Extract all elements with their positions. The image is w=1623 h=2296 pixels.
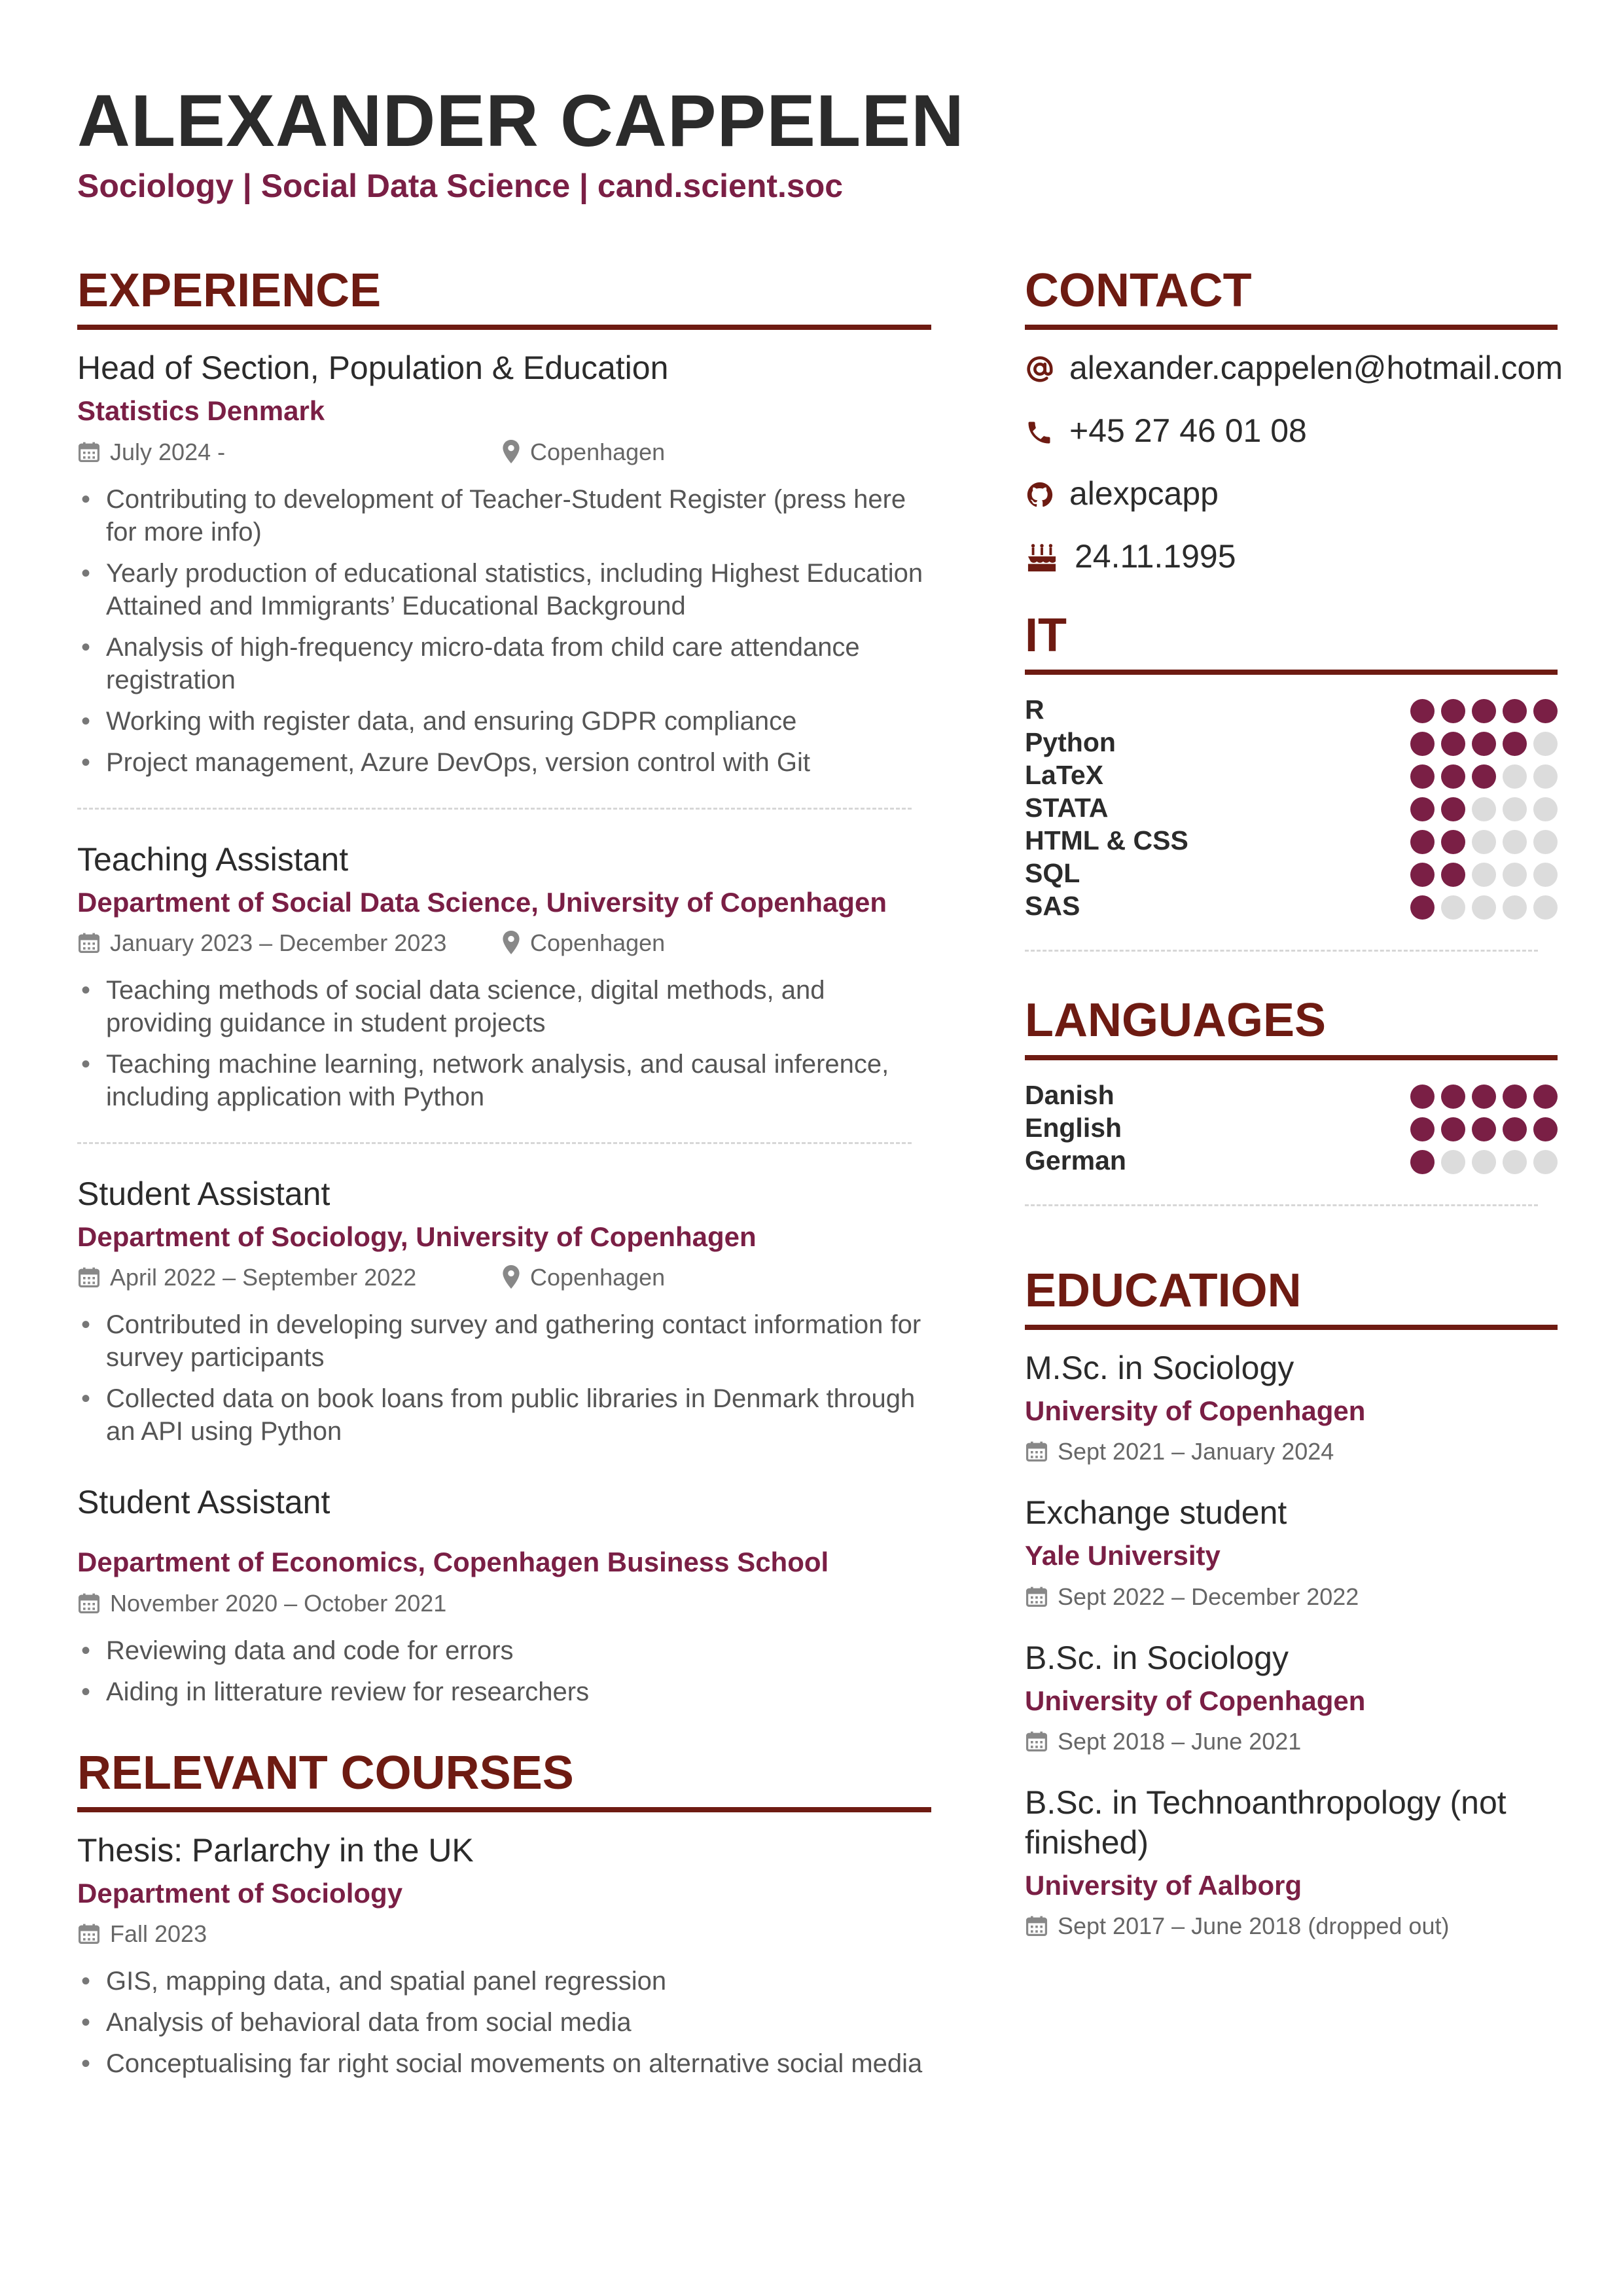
education-date-text: Sept 2021 – January 2024 <box>1058 1438 1334 1465</box>
rating-dot-empty <box>1533 895 1558 920</box>
at-icon <box>1025 353 1069 393</box>
languages-skill-name: Danish <box>1025 1079 1115 1110</box>
rating-dot-empty <box>1441 1150 1465 1174</box>
job-title: Student Assistant <box>77 1175 330 1212</box>
contact-email-text[interactable]: alexander.cappelen@hotmail.com <box>1069 350 1563 387</box>
section-divider <box>1025 670 1558 675</box>
job-organization: Department of Economics, Copenhagen Business School <box>77 1547 829 1578</box>
job-entry <box>77 1174 931 1448</box>
it-skill-rating <box>1410 699 1558 723</box>
education-degree: B.Sc. in Technoanthropology (not finished) <box>1025 1784 1507 1861</box>
rating-dot-filled <box>1441 797 1465 821</box>
rating-dot-filled <box>1472 699 1496 723</box>
right-column <box>1025 264 1563 1967</box>
contact-birthday <box>1025 537 1558 600</box>
contact-phone-text: +45 27 46 01 08 <box>1069 412 1307 450</box>
rating-dot-filled <box>1503 732 1527 756</box>
map-marker-icon <box>501 931 521 954</box>
job-location-text: Copenhagen <box>530 1264 666 1291</box>
languages-skill-name: English <box>1025 1112 1122 1143</box>
rating-dot-empty <box>1472 830 1496 854</box>
entry-separator <box>77 1142 912 1144</box>
it-skill-row <box>1025 791 1558 824</box>
section-title-languages: LANGUAGES <box>1025 994 1327 1047</box>
job-date <box>77 1263 416 1293</box>
map-marker-icon <box>501 440 521 463</box>
languages-skill-rating <box>1410 1150 1558 1174</box>
phone-icon <box>1025 416 1069 456</box>
education-institution: University of Aalborg <box>1025 1869 1302 1901</box>
section-end-separator <box>1025 950 1538 952</box>
it-skill-name: SQL <box>1025 858 1080 889</box>
course-title: Thesis: Parlarchy in the UK <box>77 1831 474 1869</box>
education-date-text: Sept 2022 – December 2022 <box>1058 1583 1359 1610</box>
rating-dot-filled <box>1410 764 1435 789</box>
section-title-contact: CONTACT <box>1025 264 1252 317</box>
rating-dot-empty <box>1441 895 1465 920</box>
rating-dot-empty <box>1503 764 1527 789</box>
job-title: Student Assistant <box>77 1484 330 1521</box>
rating-dot-empty <box>1533 1150 1558 1174</box>
job-entry <box>77 348 931 778</box>
bullet-item: • Analysis of high-frequency micro-data from child care attendance registration <box>77 631 931 696</box>
job-date-text: November 2020 – October 2021 <box>110 1589 447 1617</box>
languages-skill-rating <box>1410 1117 1558 1141</box>
job-title: Head of Section, Population & Education <box>77 350 669 387</box>
contact-birthday-text: 24.11.1995 <box>1075 538 1236 575</box>
job-location-text: Copenhagen <box>530 438 666 465</box>
rating-dot-filled <box>1410 797 1435 821</box>
it-skill-row <box>1025 759 1558 791</box>
rating-dot-filled <box>1410 895 1435 920</box>
languages-skill-row <box>1025 1144 1558 1177</box>
rating-dot-filled <box>1472 1117 1496 1141</box>
education-date <box>1025 1911 1558 1941</box>
experience-section <box>77 265 931 1708</box>
job-organization: Statistics Denmark <box>77 395 325 427</box>
job-bullets <box>77 1634 931 1708</box>
map-marker-icon <box>501 1265 521 1289</box>
contact-phone[interactable] <box>1025 411 1558 474</box>
rating-dot-filled <box>1410 1085 1435 1109</box>
rating-dot-filled <box>1441 863 1465 887</box>
courses-section <box>77 1748 931 2081</box>
job-meta <box>77 1588 931 1619</box>
course-meta <box>77 1919 931 1949</box>
rating-dot-filled <box>1503 1117 1527 1141</box>
rating-dot-filled <box>1533 1085 1558 1109</box>
bullet-item: • Analysis of behavioral data from social media <box>77 2006 931 2039</box>
contact-github[interactable] <box>1025 474 1558 537</box>
bullet-item: • Teaching machine learning, network analysis, and causal inference, including application with Python <box>77 1048 931 1113</box>
rating-dot-empty <box>1533 863 1558 887</box>
languages-section <box>1025 995 1558 1206</box>
languages-skill-row <box>1025 1111 1558 1144</box>
education-date-text: Sept 2017 – June 2018 (dropped out) <box>1058 1912 1450 1940</box>
education-institution: University of Copenhagen <box>1025 1395 1366 1426</box>
rating-dot-filled <box>1472 764 1496 789</box>
education-entry <box>1025 1348 1558 1467</box>
it-skill-row <box>1025 693 1558 726</box>
it-skill-rating <box>1410 764 1558 789</box>
entry-spacer <box>77 1456 931 1482</box>
education-date <box>1025 1582 1558 1612</box>
it-skill-row <box>1025 824 1558 857</box>
section-title-it: IT <box>1025 609 1067 662</box>
job-date-text: July 2024 - <box>110 438 226 465</box>
job-entry <box>77 840 931 1113</box>
it-section <box>1025 610 1558 952</box>
rating-dot-filled <box>1441 1085 1465 1109</box>
left-column <box>77 265 931 2089</box>
section-divider <box>1025 1325 1558 1330</box>
it-skill-row <box>1025 889 1558 922</box>
rating-dot-filled <box>1410 830 1435 854</box>
it-skill-row <box>1025 726 1558 759</box>
rating-dot-empty <box>1503 895 1527 920</box>
bullet-item: • Conceptualising far right social movements on alternative social media <box>77 2047 931 2080</box>
it-skill-name: SAS <box>1025 891 1080 922</box>
calendar-icon <box>77 1922 101 1945</box>
languages-skill-row <box>1025 1079 1558 1111</box>
bullet-item: • Reviewing data and code for errors <box>77 1634 931 1667</box>
education-entry <box>1025 1783 1558 1941</box>
rating-dot-filled <box>1441 732 1465 756</box>
calendar-icon <box>77 1591 101 1615</box>
github-icon <box>1025 479 1069 518</box>
rating-dot-filled <box>1533 1117 1558 1141</box>
education-degree: M.Sc. in Sociology <box>1025 1349 1294 1386</box>
job-date <box>77 437 225 467</box>
rating-dot-filled <box>1410 732 1435 756</box>
course-date-text: Fall 2023 <box>110 1920 207 1948</box>
course-entry <box>77 1831 931 2080</box>
calendar-icon <box>77 440 101 463</box>
it-skill-rating <box>1410 895 1558 920</box>
rating-dot-filled <box>1533 699 1558 723</box>
job-location <box>501 437 665 467</box>
it-skill-list <box>1025 693 1558 922</box>
education-date-text: Sept 2018 – June 2021 <box>1058 1727 1302 1755</box>
rating-dot-empty <box>1472 1150 1496 1174</box>
job-bullets <box>77 1308 931 1448</box>
it-skill-name: LaTeX <box>1025 760 1103 791</box>
job-location <box>501 928 665 958</box>
languages-skill-rating <box>1410 1085 1558 1109</box>
course-bullets <box>77 1965 931 2080</box>
job-location-text: Copenhagen <box>530 929 666 956</box>
section-divider <box>77 325 931 330</box>
course-organization: Department of Sociology <box>77 1877 403 1909</box>
job-date-text: April 2022 – September 2022 <box>110 1264 417 1291</box>
education-date <box>1025 1727 1558 1757</box>
course-date <box>77 1919 207 1949</box>
rating-dot-filled <box>1472 732 1496 756</box>
education-section <box>1025 1265 1558 1942</box>
rating-dot-filled <box>1472 1085 1496 1109</box>
bullet-item: • Working with register data, and ensuring GDPR compliance <box>77 705 931 738</box>
it-skill-name: HTML & CSS <box>1025 825 1188 856</box>
rating-dot-empty <box>1503 797 1527 821</box>
job-organization: Department of Sociology, University of Copenhagen <box>77 1221 757 1252</box>
job-organization: Department of Social Data Science, University of Copenhagen <box>77 886 887 918</box>
job-bullets <box>77 483 931 779</box>
section-end-separator <box>1025 1204 1538 1206</box>
it-skill-rating <box>1410 797 1558 821</box>
bullet-item: • GIS, mapping data, and spatial panel regression <box>77 1965 931 1998</box>
education-list <box>1025 1348 1558 1942</box>
it-skill-rating <box>1410 732 1558 756</box>
education-institution: University of Copenhagen <box>1025 1685 1366 1716</box>
section-title-courses: RELEVANT COURSES <box>77 1746 574 1799</box>
rating-dot-filled <box>1410 1117 1435 1141</box>
calendar-icon <box>77 1265 101 1289</box>
entry-separator <box>77 808 912 810</box>
rating-dot-empty <box>1503 830 1527 854</box>
it-skill-name: STATA <box>1025 793 1109 823</box>
contact-email[interactable] <box>1025 348 1563 411</box>
rating-dot-filled <box>1441 1117 1465 1141</box>
calendar-icon <box>1025 1439 1048 1463</box>
section-divider <box>1025 1055 1558 1060</box>
rating-dot-filled <box>1441 764 1465 789</box>
calendar-icon <box>1025 1729 1048 1753</box>
section-divider <box>1025 325 1558 330</box>
job-title: Teaching Assistant <box>77 840 349 878</box>
bullet-item: • Teaching methods of social data science, digital methods, and providing guidance in student projects <box>77 974 931 1039</box>
job-entry <box>77 1482 931 1708</box>
birthday-cake-icon <box>1025 542 1075 581</box>
rating-dot-filled <box>1441 830 1465 854</box>
rating-dot-filled <box>1410 1150 1435 1174</box>
rating-dot-empty <box>1472 863 1496 887</box>
job-date <box>77 928 446 958</box>
education-institution: Yale University <box>1025 1540 1221 1571</box>
rating-dot-empty <box>1472 797 1496 821</box>
bullet-item: • Aiding in litterature review for researchers <box>77 1676 931 1708</box>
candidate-name: ALEXANDER CAPPELEN <box>77 80 965 162</box>
rating-dot-empty <box>1533 732 1558 756</box>
rating-dot-filled <box>1410 699 1435 723</box>
section-divider <box>77 1807 931 1812</box>
bullet-item: • Contributed in developing survey and gathering contact information for survey participants <box>77 1308 931 1374</box>
it-skill-rating <box>1410 863 1558 887</box>
bullet-item: • Project management, Azure DevOps, version control with Git <box>77 746 931 779</box>
job-meta <box>77 928 931 958</box>
job-meta <box>77 437 931 467</box>
contact-section <box>1025 264 1563 600</box>
section-title-education: EDUCATION <box>1025 1264 1302 1317</box>
education-degree: Exchange student <box>1025 1494 1287 1532</box>
section-title-experience: EXPERIENCE <box>77 264 382 317</box>
it-skill-row <box>1025 857 1558 889</box>
bullet-item: • Contributing to development of Teacher-Student Register (press here for more info) <box>77 483 931 548</box>
job-meta <box>77 1263 931 1293</box>
education-entry <box>1025 1638 1558 1757</box>
job-bullets <box>77 974 931 1113</box>
rating-dot-empty <box>1503 863 1527 887</box>
language-skill-list <box>1025 1079 1558 1177</box>
calendar-icon <box>1025 1585 1048 1608</box>
it-skill-rating <box>1410 830 1558 854</box>
candidate-tagline: Sociology | Social Data Science | cand.scient.soc <box>77 168 844 204</box>
rating-dot-filled <box>1503 699 1527 723</box>
education-entry <box>1025 1493 1558 1611</box>
calendar-icon <box>1025 1914 1048 1937</box>
job-date <box>77 1588 446 1619</box>
rating-dot-filled <box>1441 699 1465 723</box>
rating-dot-empty <box>1533 764 1558 789</box>
rating-dot-empty <box>1533 797 1558 821</box>
it-skill-name: Python <box>1025 727 1116 758</box>
it-skill-name: R <box>1025 694 1044 725</box>
education-date <box>1025 1437 1558 1467</box>
rating-dot-filled <box>1410 863 1435 887</box>
bullet-item: • Yearly production of educational statistics, including Highest Education Attained and Immigrants’ Educational Background <box>77 557 931 622</box>
education-degree: B.Sc. in Sociology <box>1025 1639 1289 1676</box>
job-location <box>501 1263 665 1293</box>
job-date-text: January 2023 – December 2023 <box>110 929 447 956</box>
rating-dot-empty <box>1533 830 1558 854</box>
rating-dot-filled <box>1503 1085 1527 1109</box>
calendar-icon <box>77 931 101 954</box>
rating-dot-empty <box>1472 895 1496 920</box>
bullet-item: • Collected data on book loans from public libraries in Denmark through an API using Python <box>77 1382 931 1448</box>
languages-skill-name: German <box>1025 1145 1126 1175</box>
rating-dot-empty <box>1503 1150 1527 1174</box>
contact-github-text[interactable]: alexpcapp <box>1069 475 1219 512</box>
